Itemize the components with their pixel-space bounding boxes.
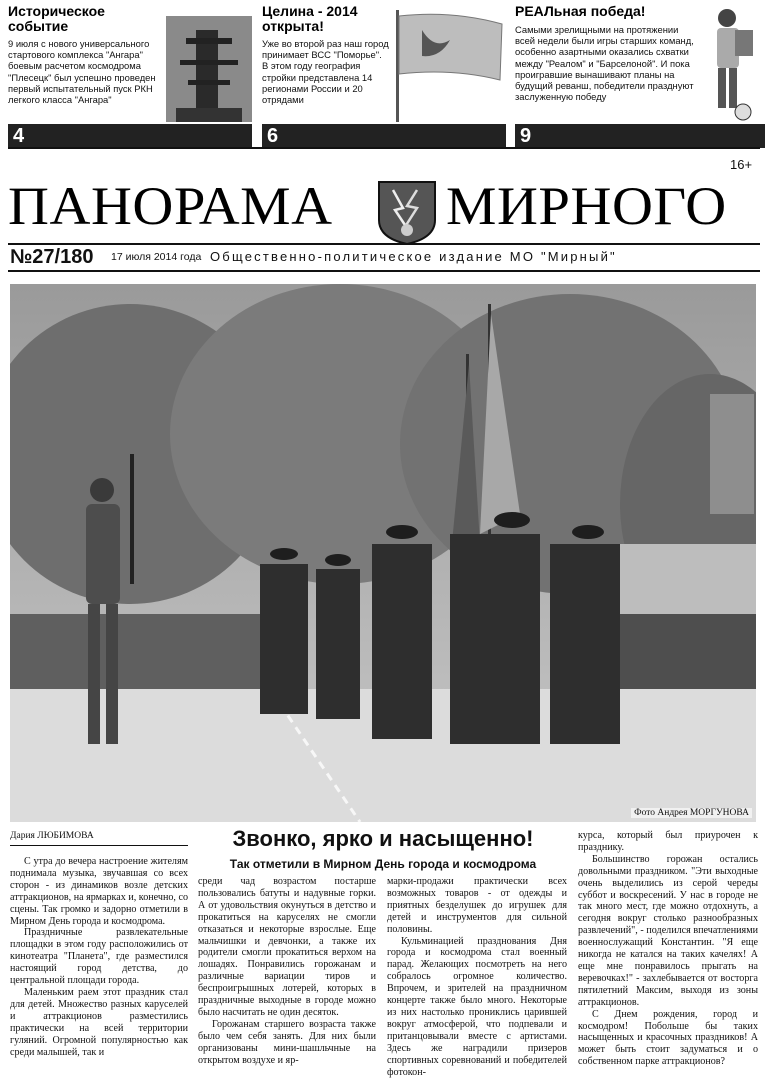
teaser-text: Уже во второй раз наш город принимает ВСС "Поморье". В этом году география стройки представлена 14 регионами России и 20 отрядами (262, 38, 389, 106)
rocket-launch-tower-photo (166, 16, 252, 122)
paragraph: среди чад возрастом постарше пользовались батуты и надувные горки. А от удовольствия окунуться в детство и прокатиться на каруселях не смогли отказаться и некоторые взрослые. Еще мальчишки и девчонки, а также их родители смогли прокатиться верхом на лошадях. Понравились горожанам и различные вариации тиров и беспроигрышных лотерей, которых в праздничные выходные в городе можно было насчитать не один десяток. (198, 876, 376, 1018)
article-column-4 (578, 830, 758, 1068)
paragraph: марки-продажи практически всех возможных товаров - от одежды и приятных безделушек до игрушек для детей и инструментов для сильной половины. (387, 876, 567, 935)
issue-date: 17 июля 2014 года (111, 251, 202, 263)
teaser-2[interactable] (262, 3, 506, 147)
teaser-3[interactable] (515, 3, 760, 147)
paragraph: С утра до вечера настроение жителям поднимала музыка, звучавшая со всех сторон - из динамиков возле детских аттракционов, на ярмарках и, конечно, со сцены. Так громко и задорно отметили в Мирном День города и космодрома. (10, 856, 188, 927)
divider (8, 147, 760, 149)
divider (8, 243, 760, 245)
paragraph: Большинство горожан остались довольными праздником. "Эти выходные очень выделились из серой череды суббот и воскресений. У нас в городе не так много мест, где можно отдохнуть, а сегодня вокруг столько разнообразных развлечений", - поделился впечатлениями военнослужащий Константин. "Я еще никогда не катался на таких качелях! А еще мне понравилось прыгать на веревочках!" - захлебывается от восторга пятилетний Максим, выходя из зоны аттракционов. (578, 853, 758, 1008)
paragraph: Кульминацией празднования Дня города и космодрома стал военный парад. Желающих посмотреть на него собралось огромное количество. Впрочем, и зрителей на праздничном концерте также было много. Некоторые из них настолько прониклись царившей вокруг атмосферой, что подпевали и пританцовывали вместе с артистами. Здесь же наградили призеров спортивных соревнований и победителей фотокон- (387, 935, 567, 1078)
page-number-6: 6 (262, 124, 506, 148)
paragraph: С Днем рождения, город и космодром! Побольше бы таких насыщенных и красочных праздников! А может быть стоит задуматься и о собственном парке аттракционов? (578, 1008, 758, 1068)
boy-with-ball-photo (705, 4, 760, 122)
article-column-3 (387, 876, 567, 1078)
issue-number: №27/180 (10, 246, 94, 268)
page-number-4: 4 (8, 124, 252, 148)
paragraph: Горожанам старшего возраста также было чем себя занять. Для них были организованы мини-шашльчные на открытом воздухе и яр- (198, 1018, 376, 1066)
masthead-title-left: ПАНОРАМА (8, 176, 333, 236)
article-column-1 (10, 856, 188, 1058)
article-headline: Звонко, ярко и насыщенно! (232, 826, 534, 851)
photo-credit: Фото Андрея МОРГУНОВА (631, 808, 752, 818)
divider (10, 845, 188, 846)
student-brigade-flag-photo (392, 10, 506, 122)
teaser-title: Историческое событие (8, 3, 105, 34)
article-subhead: Так отметили в Мирном День города и космодрома (229, 857, 537, 871)
coat-of-arms-logo (377, 180, 437, 246)
teaser-title: Целина - 2014 открыта! (262, 3, 358, 34)
paragraph: Праздничные развлекательные площадки в этом году расположились от кинотеатра "Планета", где разместился настоящий город детства, до центральной площади города. (10, 927, 188, 987)
teaser-1[interactable] (8, 3, 252, 147)
parade-photo (10, 284, 756, 822)
publication-subtitle: Общественно-политическое издание МО "Мирный" (210, 249, 617, 264)
paragraph: Маленьким раем этот праздник стал для детей. Множество разных каруселей и аттракционов разместились практически на всей территории гуляний. Огромной популярностью как среди малышей, так и (10, 986, 188, 1058)
article-author: Дария ЛЮБИМОВА (10, 831, 94, 841)
teaser-text: 9 июля с нового универсального стартового комплекса "Ангара" боевым расчетом космодрома "Плесецк" был успешно проведен первый испытательный пуск РКН легкого класса "Ангара" (8, 38, 156, 106)
teaser-title: РЕАЛьная победа! (515, 3, 646, 19)
article-column-2 (198, 876, 376, 1067)
paragraph: курса, который был приурочен к празднику. (578, 830, 758, 853)
divider (8, 270, 760, 272)
teaser-text: Самыми зрелищными на протяжении всей недели были игры старших команд, особенно азартными оказались схватки между "Реалом" и "Барселоной". И пока проигравшие вынашивают планы на будущий реванш, победители празднуют заслуженную победу (515, 24, 694, 103)
age-rating: 16+ (730, 157, 753, 172)
masthead-title-right: МИРНОГО (446, 176, 727, 236)
page-number-9: 9 (515, 124, 765, 148)
